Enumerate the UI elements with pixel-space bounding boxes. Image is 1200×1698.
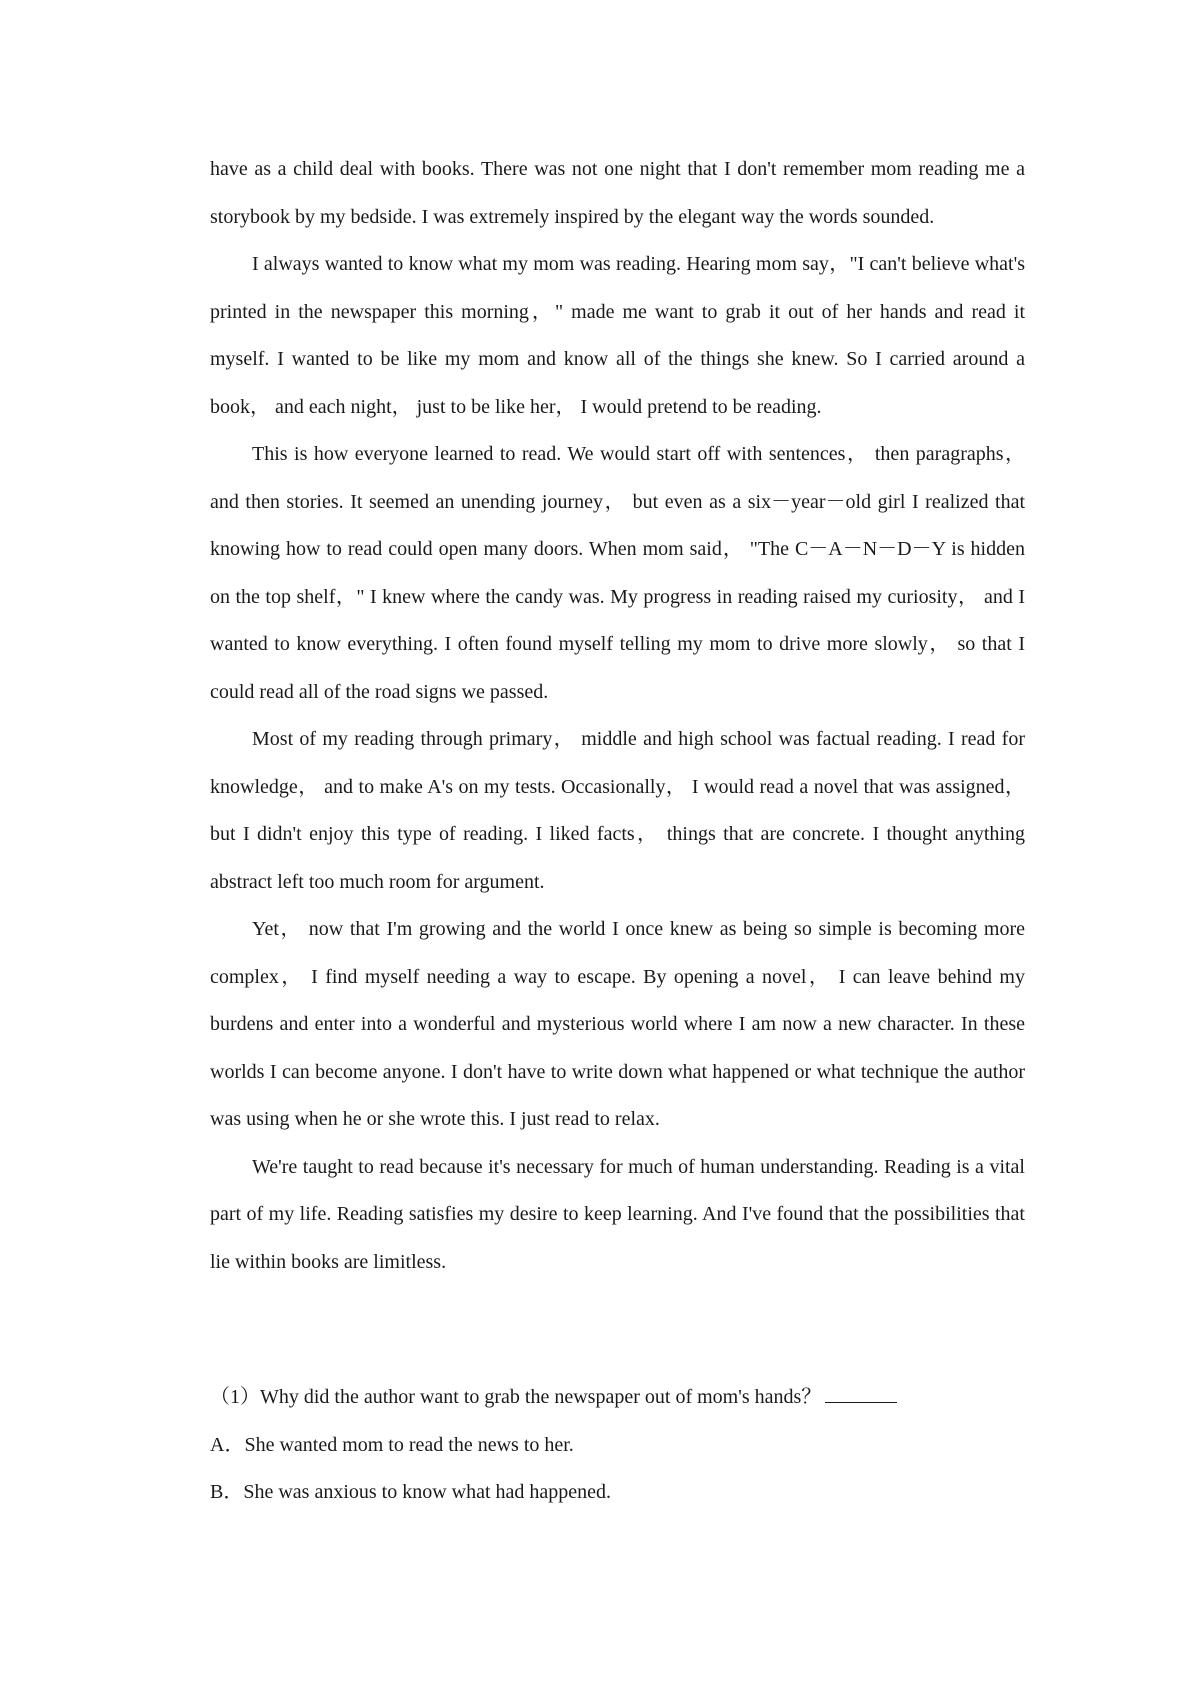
passage-paragraph-3: This is how everyone learned to read. We would start off with sentences， then paragraphs， and then stories. It seemed an unending journey， but even as a six－year－old girl I realized that knowing how to read could open many doors. When mom said， "The C－A－N－D－Y is hidden on the top shelf，" I knew where the candy was. My progress in reading raised my curiosity， and I wanted to know everything. I often found myself telling my mom to drive more slowly， so that I could read all of the road signs we passed.	[210, 443, 1025, 703]
passage-paragraph-6: We're taught to read because it's necessary for much of human understanding. Reading is a vital part of my life. Reading satisfies my desire to keep learning. And I've found that the possibilities that lie within books are limitless.	[210, 1155, 1025, 1273]
question-1	[210, 1374, 1025, 1422]
option-b[interactable]: B．She was anxious to know what had happened.	[210, 1481, 612, 1503]
section-spacer	[210, 1286, 1025, 1374]
passage-paragraph-4: Most of my reading through primary， middle and high school was factual reading. I read for knowledge， and to make A's on my tests. Occasionally， I would read a novel that was assigned， but I didn't enjoy this type of reading. I liked facts， things that are concrete. I thought anything abstract left too much room for argument.	[210, 728, 1025, 893]
answer-blank[interactable]	[825, 1384, 897, 1403]
passage-paragraph-2: I always wanted to know what my mom was reading. Hearing mom say，"I can't believe what's printed in the newspaper this morning，" made me want to grab it out of her hands and read it myself. I wanted to be like my mom and know all of the things she knew. So I carried around a book， and each night， just to be like her， I would pretend to be reading.	[210, 253, 1025, 418]
document-page	[210, 146, 1025, 1517]
question-1-text: （1）Why did the author want to grab the newspaper out of mom's hands？	[210, 1386, 822, 1408]
passage-paragraph-1: have as a child deal with books. There was not one night that I don't remember mom reading me a storybook by my bedside. I was extremely inspired by the elegant way the words sounded.	[210, 158, 1025, 228]
option-a[interactable]: A．She wanted mom to read the news to her.	[210, 1433, 574, 1456]
passage-paragraph-5: Yet， now that I'm growing and the world I once knew as being so simple is becoming more complex， I find myself needing a way to escape. By opening a novel， I can leave behind my burdens and enter into a wonderful and mysterious world where I am now a new character. In these worlds I can become anyone. I don't have to write down what happened or what technique the author was using when he or she wrote this. I just read to relax.	[210, 918, 1025, 1130]
